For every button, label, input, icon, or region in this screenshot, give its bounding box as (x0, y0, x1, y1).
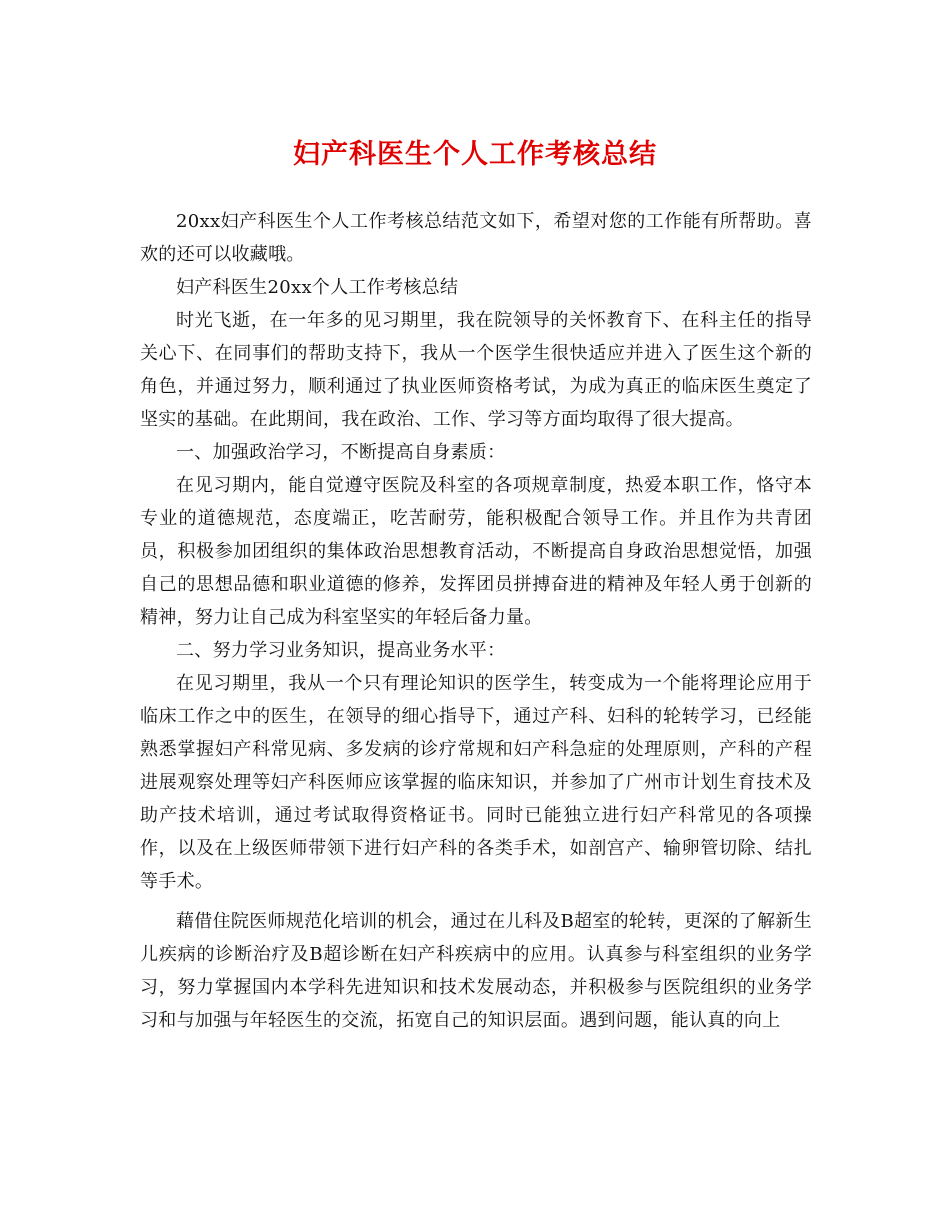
subtitle-paragraph: 妇产科医生20xx个人工作考核总结 (176, 277, 459, 298)
section-2-paragraph: 在见习期里，我从一个只有理论知识的医学生，转变成为一个能将理论应用于临床工作之中的医生，在领导的细心指导下，通过产科、妇科的轮转学习，已经能熟悉掌握妇产科常见病、多发病的诊疗常规和妇产科急症的处理原则，产科的产程进展观察处理等妇产科医师应该掌握的临床知识，并参加了广州市计划生育技术及助产技术培训，通过考试取得资格证书。同时已能独立进行妇产科常见的各项操作，以及在上级医师带领下进行妇产科的各类手术，如剖宫产、输卵管切除、结扎等手术。 (140, 673, 812, 892)
opening-paragraph: 时光飞逝，在一年多的见习期里，我在院领导的关怀教育下、在科主任的指导关心下、在同事们的帮助支持下，我从一个医学生很快适应并进入了医生这个新的角色，并通过努力，顺利通过了执业医师资格考试，为成为真正的临床医生奠定了坚实的基础。在此期间，我在政治、工作、学习等方面均取得了很大提高。 (140, 310, 812, 430)
training-paragraph: 藉借住院医师规范化培训的机会，通过在儿科及B超室的轮转，更深的了解新生儿疾病的诊断治疗及B超诊断在妇产科疾病中的应用。认真参与科室组织的业务学习，努力掌握国内本学科先进知识和技术发展动态，并积极参与医院组织的业务学习和与加强与年轻医生的交流，拓宽自己的知识层面。遇到问题，能认真的向上 (140, 911, 812, 1031)
section-1-paragraph: 在见习期内，能自觉遵守医院及科室的各项规章制度，热爱本职工作，恪守本专业的道德规范，态度端正，吃苦耐劳，能积极配合领导工作。并且作为共青团员，积极参加团组织的集体政治思想教育活动，不断提高自身政治思想觉悟，加强自己的思想品德和职业道德的修养，发挥团员拼搏奋进的精神及年轻人勇于创新的精神，努力让自己成为科室坚实的年轻后备力量。 (140, 475, 812, 628)
section-heading-2: 二、努力学习业务知识，提高业务水平： (176, 640, 506, 661)
section-heading-1: 一、加强政治学习，不断提高自身素质： (176, 442, 506, 463)
document-title: 妇产科医生个人工作考核总结 (293, 139, 657, 170)
document-body (140, 205, 812, 1037)
intro-paragraph: 20xx妇产科医生个人工作考核总结范文如下，希望对您的工作能有所帮助。喜欢的还可以收藏哦。 (140, 211, 812, 265)
